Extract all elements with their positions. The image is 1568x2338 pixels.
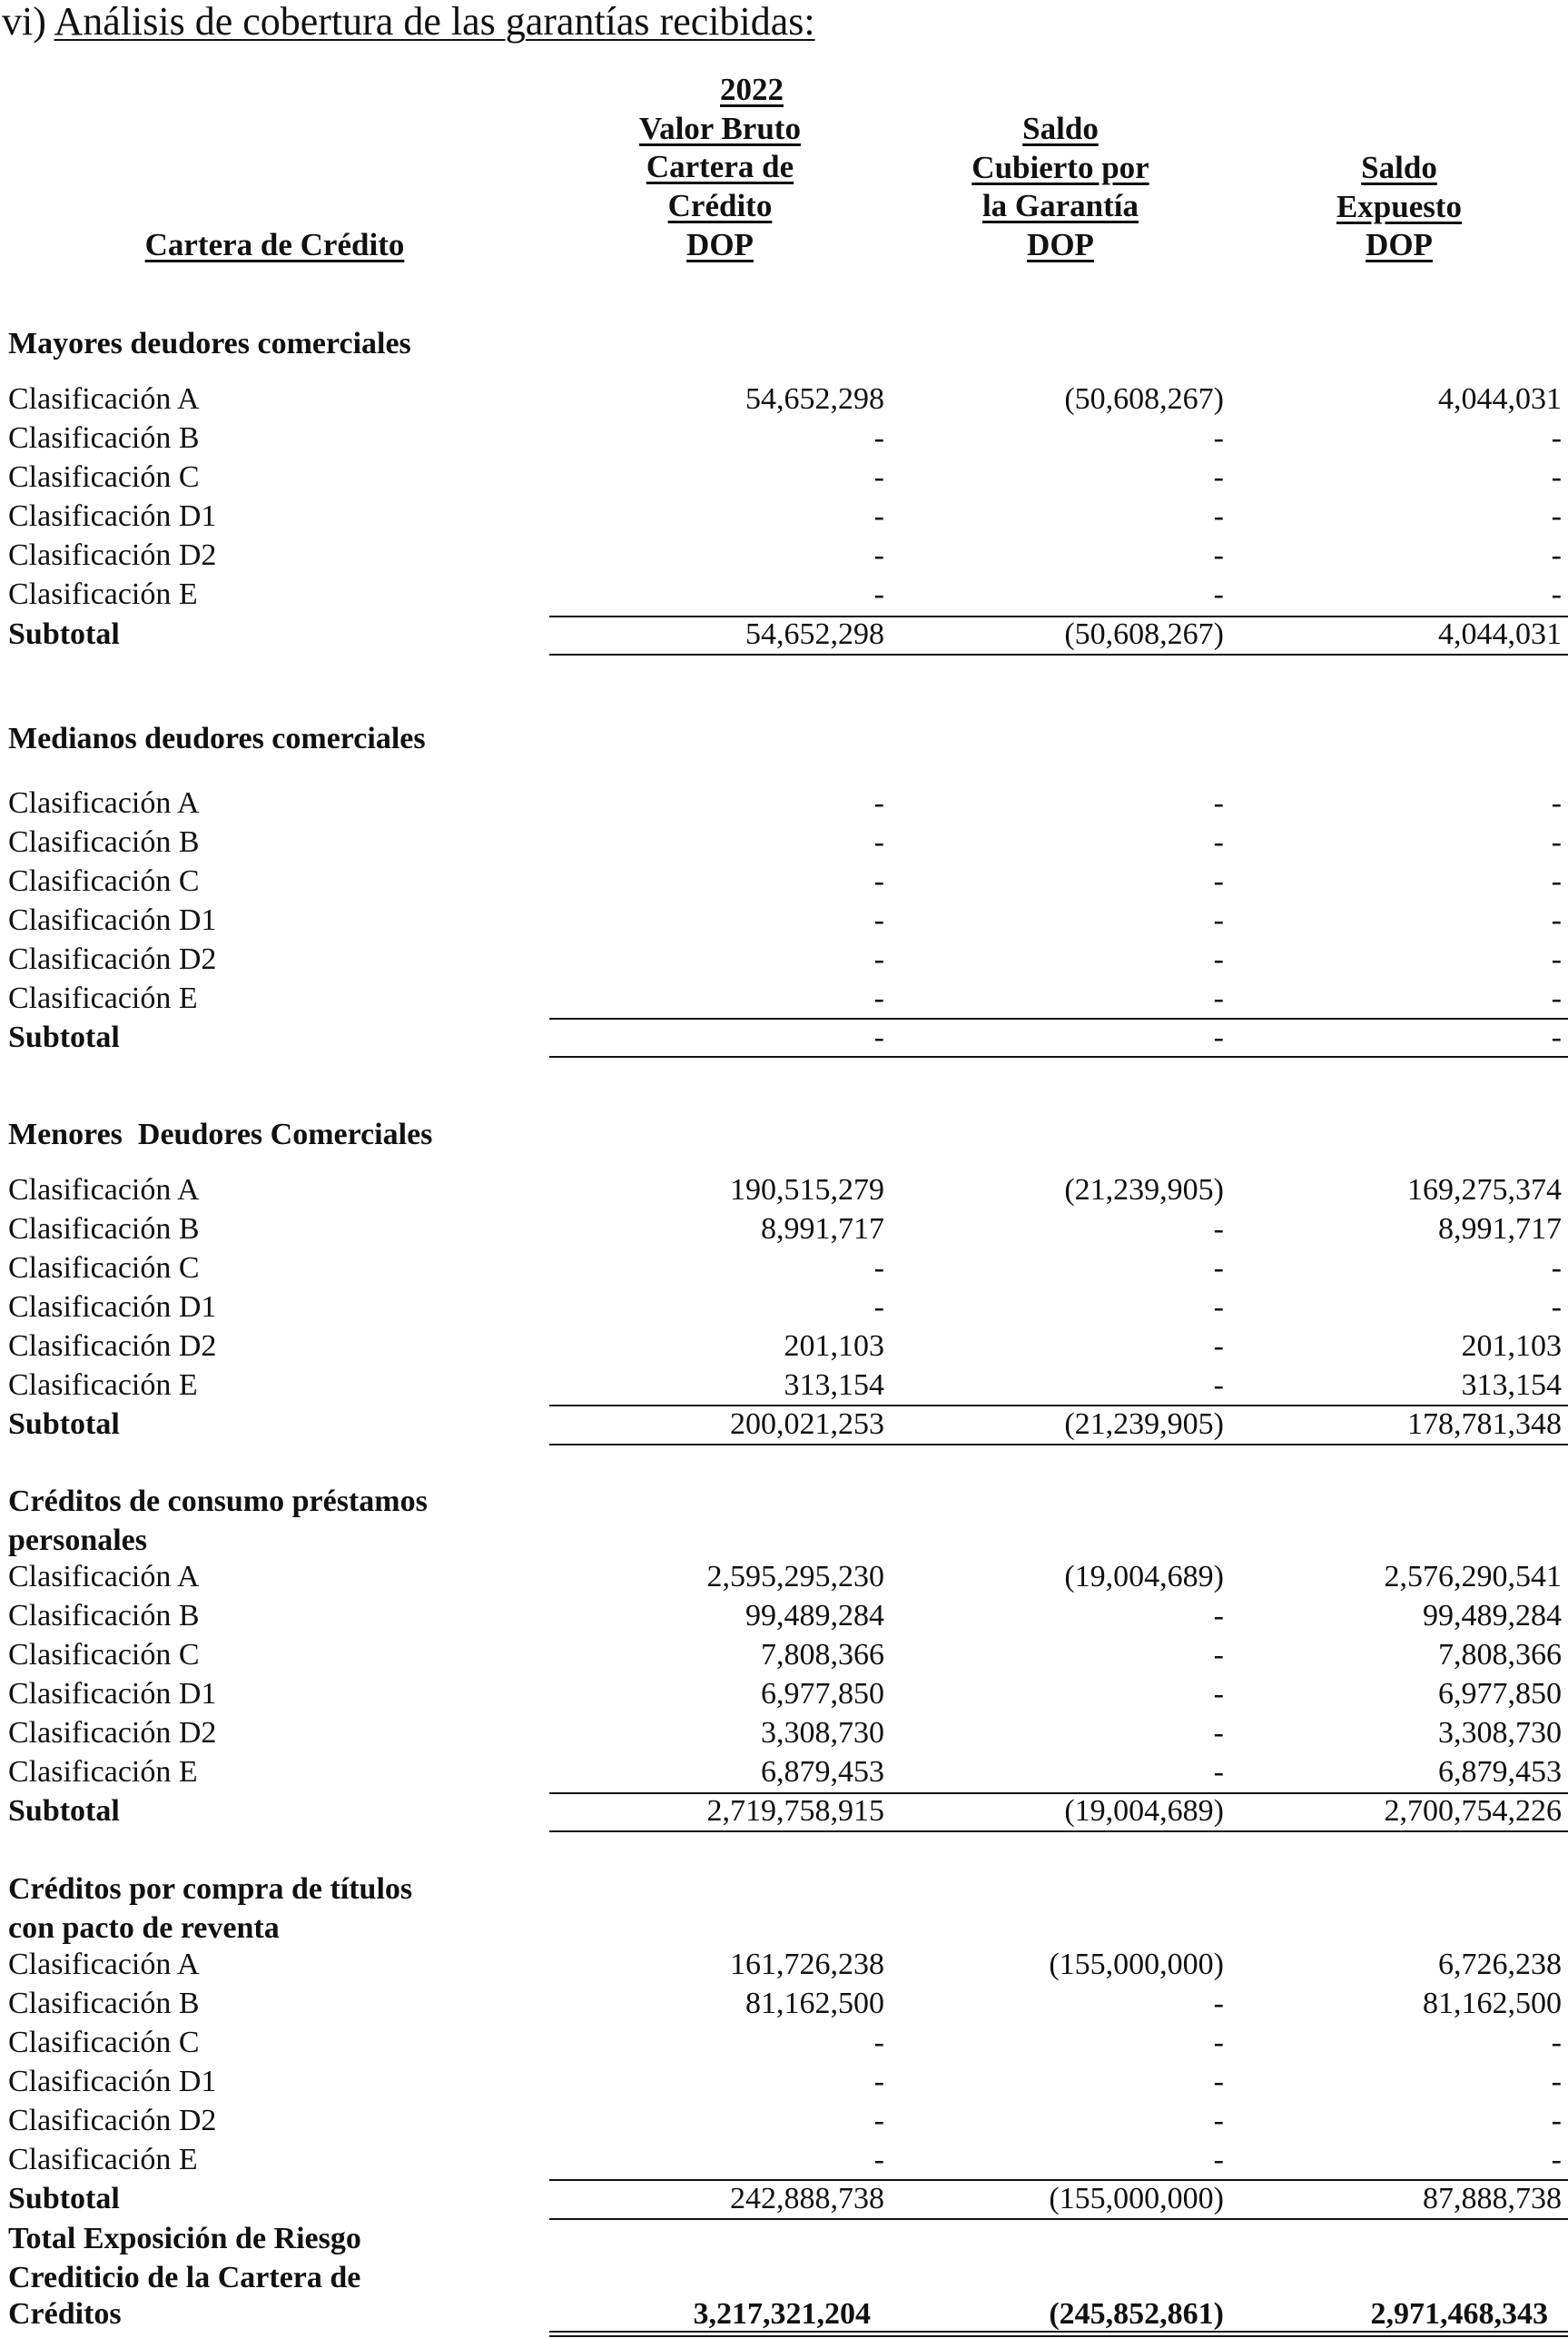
row-label: Clasificación E <box>8 577 198 611</box>
cell-saldo-expuesto: - <box>1551 864 1562 898</box>
section-title-titulos-line2: con pacto de reventa <box>8 1911 280 1945</box>
cell-valor-bruto: 190,515,279 <box>730 1173 884 1207</box>
cell-saldo-cubierto: - <box>1213 825 1224 859</box>
row-label: Subtotal <box>8 2182 120 2215</box>
row-label: Clasificación D1 <box>8 2065 217 2098</box>
cell-saldo-expuesto: - <box>1551 825 1562 859</box>
cell-saldo-cubierto: (155,000,000) <box>1049 1948 1224 1981</box>
title-text: Análisis de cobertura de las garantías recibidas: <box>54 0 815 44</box>
header-line: Expuesto <box>1336 188 1463 224</box>
row-label: Clasificación D1 <box>8 903 217 937</box>
cell-saldo-cubierto: - <box>1213 864 1224 898</box>
header-saldo-expuesto <box>1254 149 1544 265</box>
subtotal-rule <box>549 1056 1568 1058</box>
header-valor-bruto <box>575 71 865 264</box>
cell-saldo-expuesto: 178,781,348 <box>1407 1407 1562 1441</box>
cell-saldo-expuesto: 313,154 <box>1461 1368 1562 1402</box>
section-title-consumo-line2: personales <box>8 1524 147 1557</box>
cell-saldo-expuesto: - <box>1551 1290 1562 1324</box>
row-label: Clasificación D2 <box>8 2104 217 2137</box>
cell-valor-bruto: 161,726,238 <box>730 1948 884 1981</box>
cell-saldo-expuesto: 81,162,500 <box>1423 1987 1562 2020</box>
cell-saldo-cubierto: - <box>1213 499 1224 533</box>
table-row <box>0 941 1568 980</box>
cell-saldo-cubierto: - <box>1213 538 1224 572</box>
cell-valor-bruto: 201,103 <box>784 1329 884 1363</box>
cell-saldo-cubierto: - <box>1213 1987 1224 2020</box>
cell-saldo-cubierto: - <box>1213 2065 1224 2098</box>
cell-valor-bruto: 313,154 <box>784 1368 884 1402</box>
row-label: Subtotal <box>8 1794 120 1828</box>
row-label: Clasificación B <box>8 1599 200 1633</box>
total-valor-bruto: 3,217,321,204 <box>693 2297 871 2331</box>
cell-saldo-expuesto: - <box>1551 2026 1562 2059</box>
header-cartera-de-credito <box>127 226 422 265</box>
cell-valor-bruto: 8,991,717 <box>761 1212 884 1246</box>
row-label: Clasificación D1 <box>8 499 217 533</box>
cell-saldo-cubierto: (19,004,689) <box>1064 1794 1224 1828</box>
subtotal-rule <box>549 1830 1568 1832</box>
cell-saldo-cubierto: - <box>1213 1755 1224 1789</box>
row-label: Clasificación C <box>8 1251 200 1285</box>
cell-saldo-cubierto: - <box>1213 1677 1224 1711</box>
table-row <box>0 1171 1568 1210</box>
total-label-line1: Total Exposición de Riesgo <box>8 2222 361 2255</box>
cell-saldo-expuesto: - <box>1551 460 1562 494</box>
cell-valor-bruto: 6,977,850 <box>761 1677 884 1711</box>
section-title-medianos: Medianos deudores comerciales <box>8 722 426 755</box>
header-line: Cartera de Crédito <box>144 227 405 262</box>
cell-valor-bruto: 200,021,253 <box>730 1407 884 1441</box>
table-row <box>0 980 1568 1019</box>
table-row <box>0 1636 1568 1675</box>
subtotal-rule <box>549 1444 1568 1445</box>
total-saldo-cubierto: (245,852,861) <box>1049 2297 1224 2331</box>
total-label-line3: Créditos <box>8 2297 122 2331</box>
cell-saldo-cubierto: - <box>1213 1368 1224 1402</box>
cell-valor-bruto: - <box>873 825 884 859</box>
cell-saldo-cubierto: - <box>1213 2143 1224 2176</box>
section-title-titulos: Créditos por compra de títulos <box>8 1872 413 1906</box>
cell-saldo-expuesto: - <box>1551 538 1562 572</box>
row-label: Clasificación C <box>8 864 200 898</box>
row-label: Clasificación E <box>8 1368 198 1402</box>
table-row <box>0 1753 1568 1792</box>
subtotal-rule <box>549 2218 1568 2220</box>
cell-valor-bruto: 54,652,298 <box>745 382 884 416</box>
cell-valor-bruto: - <box>873 538 884 572</box>
cell-valor-bruto: - <box>873 903 884 937</box>
table-row <box>0 537 1568 576</box>
table-row <box>0 1675 1568 1714</box>
row-label: Clasificación E <box>8 2143 198 2176</box>
subtotal-rule <box>549 654 1568 656</box>
cell-saldo-cubierto: - <box>1213 1599 1224 1633</box>
cell-valor-bruto: 242,888,738 <box>730 2182 884 2215</box>
cell-valor-bruto: - <box>873 2104 884 2137</box>
header-saldo-cubierto <box>915 110 1206 265</box>
row-label: Clasificación A <box>8 382 200 416</box>
cell-saldo-expuesto: - <box>1551 982 1562 1015</box>
cell-saldo-expuesto: - <box>1551 499 1562 533</box>
cell-saldo-expuesto: 87,888,738 <box>1423 2182 1562 2215</box>
cell-valor-bruto: - <box>873 786 884 820</box>
cell-saldo-expuesto: 201,103 <box>1461 1329 1562 1363</box>
cell-saldo-expuesto: - <box>1551 942 1562 976</box>
row-label: Clasificación D1 <box>8 1290 217 1324</box>
table-row <box>0 498 1568 537</box>
cell-saldo-cubierto: (155,000,000) <box>1049 2182 1224 2215</box>
cell-saldo-cubierto: - <box>1213 1329 1224 1363</box>
cell-saldo-expuesto: - <box>1551 2104 1562 2137</box>
cell-valor-bruto: - <box>873 982 884 1015</box>
row-label: Clasificación A <box>8 786 200 820</box>
header-line: 2022 <box>720 72 784 107</box>
subtotal-row <box>0 1792 1568 1831</box>
cell-saldo-cubierto: (19,004,689) <box>1064 1560 1224 1593</box>
section-title-mayores: Mayores deudores comerciales <box>8 327 411 360</box>
subtotal-row <box>0 1019 1568 1058</box>
table-row <box>0 419 1568 459</box>
cell-saldo-cubierto: - <box>1213 982 1224 1015</box>
cell-saldo-cubierto: - <box>1213 1290 1224 1324</box>
header-line: DOP <box>1366 227 1433 263</box>
table-row <box>0 2102 1568 2141</box>
table-row <box>0 1985 1568 2024</box>
cell-saldo-cubierto: - <box>1213 577 1224 611</box>
row-label: Clasificación C <box>8 460 200 494</box>
cell-saldo-cubierto: - <box>1213 2104 1224 2137</box>
table-row <box>0 2024 1568 2063</box>
table-row <box>0 576 1568 615</box>
table-row <box>0 459 1568 498</box>
row-label: Clasificación B <box>8 421 200 455</box>
header-line: DOP <box>1027 227 1094 263</box>
cell-saldo-cubierto: (21,239,905) <box>1064 1173 1224 1207</box>
total-double-rule <box>549 2331 1568 2337</box>
cell-saldo-expuesto: 6,977,850 <box>1438 1677 1562 1711</box>
table-row <box>0 1558 1568 1597</box>
cell-valor-bruto: - <box>873 577 884 611</box>
cell-valor-bruto: 7,808,366 <box>761 1638 884 1672</box>
cell-valor-bruto: - <box>873 2143 884 2176</box>
cell-valor-bruto: - <box>873 2026 884 2059</box>
cell-valor-bruto: - <box>873 421 884 455</box>
cell-saldo-cubierto: - <box>1213 1251 1224 1285</box>
cell-valor-bruto: - <box>873 499 884 533</box>
cell-saldo-expuesto: 4,044,031 <box>1438 382 1562 416</box>
cell-valor-bruto: - <box>873 864 884 898</box>
total-row <box>0 2295 1568 2334</box>
cell-saldo-cubierto: - <box>1213 1638 1224 1672</box>
cell-saldo-expuesto: 8,991,717 <box>1438 1212 1562 1246</box>
cell-saldo-expuesto: - <box>1551 1021 1562 1054</box>
table-row <box>0 1210 1568 1249</box>
cell-saldo-expuesto: 4,044,031 <box>1438 617 1562 651</box>
row-label: Subtotal <box>8 1407 120 1441</box>
cell-saldo-expuesto: 7,808,366 <box>1438 1638 1562 1672</box>
header-line: Cartera de <box>646 149 794 185</box>
table-row <box>0 1946 1568 1985</box>
cell-saldo-cubierto: (21,239,905) <box>1064 1407 1224 1441</box>
table-row <box>0 2063 1568 2102</box>
cell-saldo-cubierto: - <box>1213 2026 1224 2059</box>
table-row <box>0 1714 1568 1753</box>
cell-valor-bruto: 54,652,298 <box>745 617 884 651</box>
row-label: Clasificación D1 <box>8 1677 217 1711</box>
table-row <box>0 784 1568 824</box>
table-row <box>0 902 1568 941</box>
row-label: Clasificación A <box>8 1173 200 1207</box>
cell-saldo-cubierto: (50,608,267) <box>1064 382 1224 416</box>
cell-saldo-cubierto: - <box>1213 903 1224 937</box>
table-row <box>0 1597 1568 1636</box>
cell-saldo-expuesto: 6,726,238 <box>1438 1948 1562 1981</box>
cell-valor-bruto: - <box>873 2065 884 2098</box>
section-title-menores: Menores Deudores Comerciales <box>8 1118 433 1151</box>
cell-saldo-cubierto: - <box>1213 942 1224 976</box>
header-line: Saldo <box>1022 111 1099 146</box>
row-label: Clasificación C <box>8 1638 200 1672</box>
row-label: Clasificación D2 <box>8 942 217 976</box>
total-saldo-expuesto: 2,971,468,343 <box>1370 2297 1548 2331</box>
table-row <box>0 1327 1568 1366</box>
cell-valor-bruto: - <box>873 1021 884 1054</box>
cell-saldo-expuesto: - <box>1551 2065 1562 2098</box>
total-label-line2: Crediticio de la Cartera de <box>8 2261 361 2294</box>
cell-valor-bruto: - <box>873 1290 884 1324</box>
cell-saldo-expuesto: 99,489,284 <box>1423 1599 1562 1633</box>
cell-valor-bruto: 2,719,758,915 <box>706 1794 884 1828</box>
cell-valor-bruto: - <box>873 460 884 494</box>
row-label: Clasificación B <box>8 1987 200 2020</box>
row-label: Clasificación B <box>8 825 200 859</box>
cell-valor-bruto: 3,308,730 <box>761 1716 884 1750</box>
cell-saldo-expuesto: - <box>1551 786 1562 820</box>
header-line: la Garantía <box>981 188 1139 224</box>
table-row <box>0 863 1568 902</box>
title-prefix: vi) <box>2 0 46 44</box>
row-label: Clasificación E <box>8 1755 198 1789</box>
cell-valor-bruto: 6,879,453 <box>761 1755 884 1789</box>
cell-valor-bruto: - <box>873 1251 884 1285</box>
cell-saldo-cubierto: - <box>1213 1716 1224 1750</box>
row-label: Clasificación C <box>8 2026 200 2059</box>
cell-valor-bruto: - <box>873 942 884 976</box>
row-label: Clasificación B <box>8 1212 200 1246</box>
subtotal-row <box>0 2180 1568 2219</box>
cell-saldo-expuesto: - <box>1551 421 1562 455</box>
row-label: Clasificación D2 <box>8 538 217 572</box>
cell-saldo-expuesto: - <box>1551 1251 1562 1285</box>
cell-valor-bruto: 2,595,295,230 <box>706 1560 884 1593</box>
table-row <box>0 824 1568 863</box>
cell-saldo-cubierto: (50,608,267) <box>1064 617 1224 651</box>
page-title <box>2 2 815 42</box>
row-label: Clasificación A <box>8 1560 200 1593</box>
cell-saldo-cubierto: - <box>1213 1212 1224 1246</box>
header-line: Saldo <box>1361 150 1437 185</box>
table-row <box>0 1366 1568 1406</box>
row-label: Clasificación D2 <box>8 1716 217 1750</box>
cell-saldo-expuesto: - <box>1551 577 1562 611</box>
row-label: Subtotal <box>8 617 120 651</box>
header-line: Crédito <box>667 188 773 224</box>
cell-saldo-expuesto: - <box>1551 2143 1562 2176</box>
cell-saldo-expuesto: 2,700,754,226 <box>1384 1794 1562 1828</box>
table-row <box>0 1249 1568 1288</box>
cell-saldo-cubierto: - <box>1213 460 1224 494</box>
cell-saldo-cubierto: - <box>1213 786 1224 820</box>
header-line: DOP <box>686 226 754 262</box>
cell-valor-bruto: 81,162,500 <box>745 1987 884 2020</box>
cell-saldo-expuesto: 169,275,374 <box>1407 1173 1562 1207</box>
header-line: Cubierto por <box>971 149 1149 185</box>
subtotal-row <box>0 616 1568 655</box>
row-label: Clasificación A <box>8 1948 200 1981</box>
cell-saldo-expuesto: 6,879,453 <box>1438 1755 1562 1789</box>
row-label: Subtotal <box>8 1021 120 1054</box>
header-line: Valor Bruto <box>639 110 801 146</box>
table-row <box>0 2141 1568 2180</box>
table-row <box>0 1288 1568 1327</box>
row-label: Clasificación D2 <box>8 1329 217 1363</box>
cell-saldo-cubierto: - <box>1213 421 1224 455</box>
cell-saldo-expuesto: 3,308,730 <box>1438 1716 1562 1750</box>
row-label: Clasificación E <box>8 982 198 1015</box>
cell-valor-bruto: 99,489,284 <box>745 1599 884 1633</box>
cell-saldo-expuesto: 2,576,290,541 <box>1384 1560 1562 1593</box>
subtotal-row <box>0 1406 1568 1445</box>
cell-saldo-expuesto: - <box>1551 903 1562 937</box>
section-title-consumo: Créditos de consumo préstamos <box>8 1485 428 1518</box>
cell-saldo-cubierto: - <box>1213 1021 1224 1054</box>
table-row <box>0 380 1568 419</box>
